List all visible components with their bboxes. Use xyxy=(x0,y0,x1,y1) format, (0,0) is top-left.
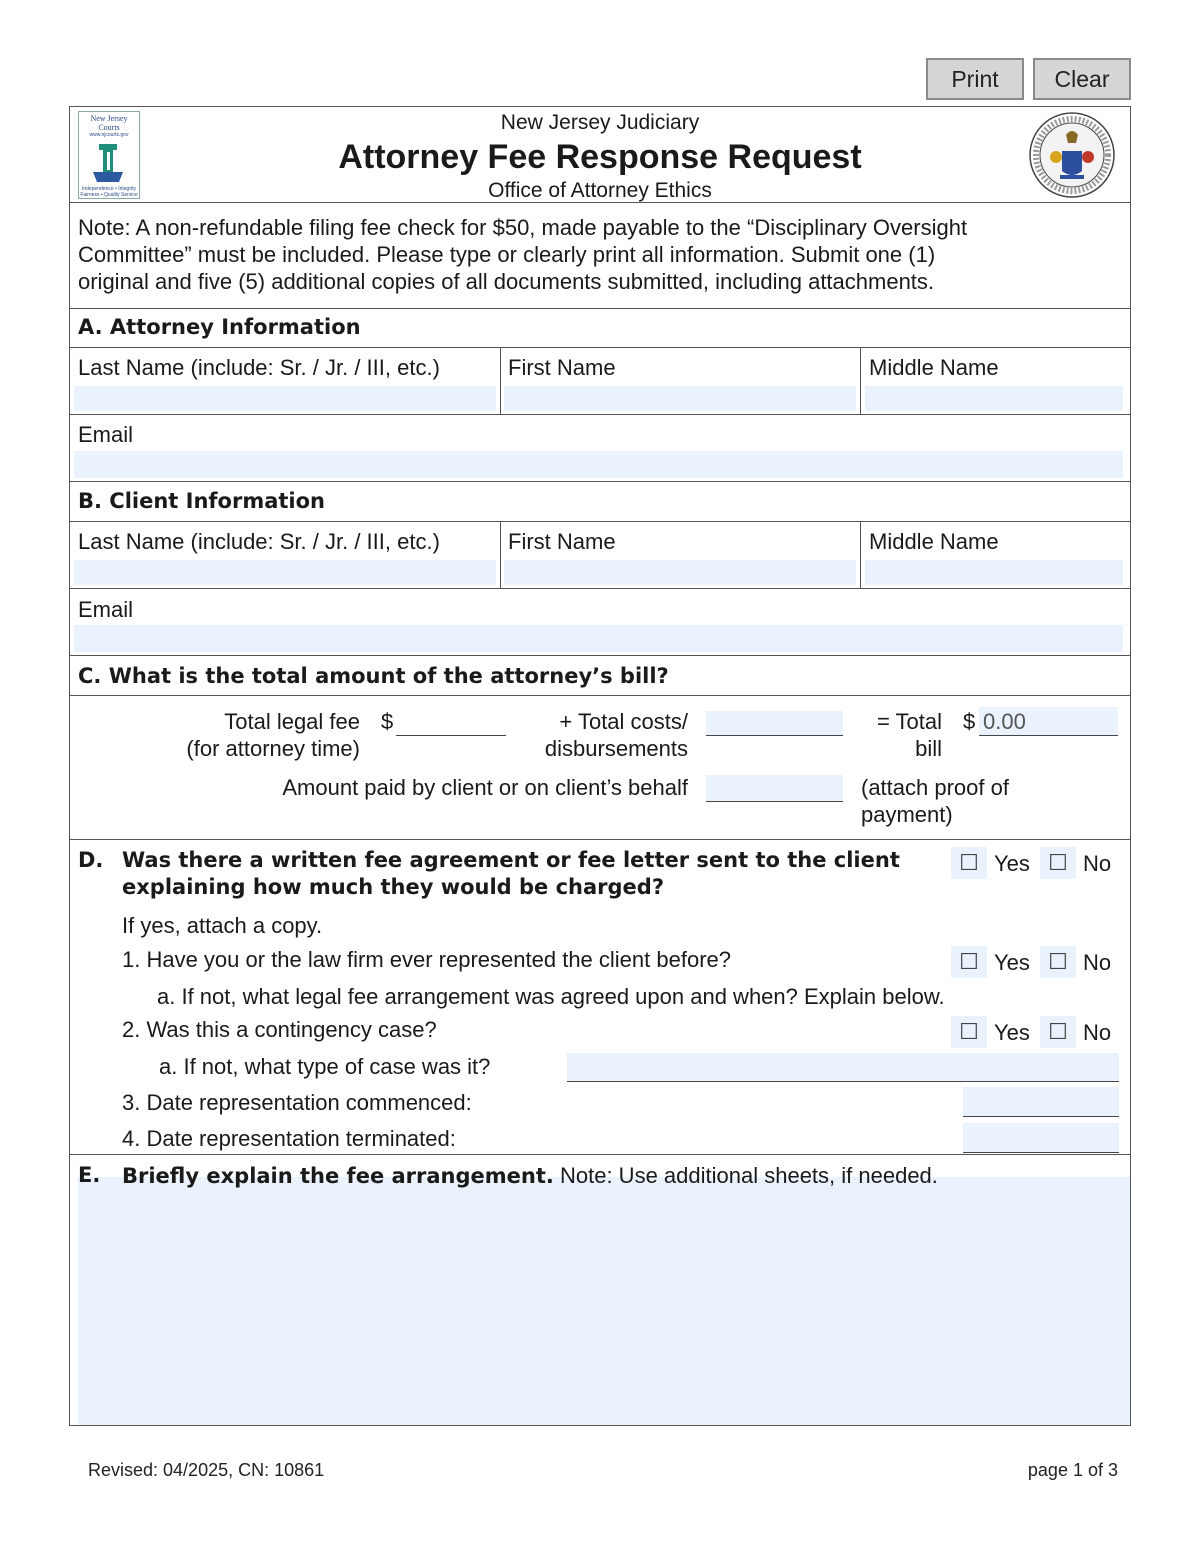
client-first-name-input[interactable] xyxy=(504,560,856,585)
legal-fee-dollar: $ xyxy=(381,709,394,734)
section-d-question-2: explaining how much they would be charged? xyxy=(122,875,665,899)
if-yes-note: If yes, attach a copy. xyxy=(122,913,323,938)
question-4-label: 4. Date representation terminated: xyxy=(122,1126,456,1151)
section-e-letter: E. xyxy=(78,1163,101,1187)
question-1-label: 1. Have you or the law firm ever represented the client before? xyxy=(122,947,731,972)
legal-fee-input[interactable] xyxy=(396,711,506,736)
fee-arrangement-textarea[interactable] xyxy=(78,1177,1130,1425)
total-bill-label-2: bill xyxy=(915,736,942,761)
section-a-heading: A. Attorney Information xyxy=(78,315,361,339)
contingency-no-label: No xyxy=(1083,1020,1112,1045)
attorney-last-name-input[interactable] xyxy=(74,386,496,411)
represented-before-no-label: No xyxy=(1083,950,1112,975)
section-e-note: Note: Use additional sheets, if needed. xyxy=(553,1163,938,1188)
question-2-label: 2. Was this a contingency case? xyxy=(122,1017,437,1042)
nj-state-seal-icon xyxy=(1028,111,1116,199)
total-bill-value: 0.00 xyxy=(983,709,1026,734)
client-first-name-label: First Name xyxy=(508,529,616,554)
form-title: Attorney Fee Response Request xyxy=(338,138,862,176)
logo-name: New Jersey Courts xyxy=(90,114,128,132)
costs-label-1: + Total costs/ xyxy=(559,709,688,734)
represented-before-yes-checkbox[interactable]: ☐ xyxy=(951,946,987,978)
section-d-question-1: Was there a written fee agreement or fee letter sent to the client xyxy=(122,848,900,872)
note-line-1: Note: A non-refundable filing fee check for $50, made payable to the “Disciplinary Oversight xyxy=(78,215,968,240)
attorney-middle-name-label: Middle Name xyxy=(869,355,999,380)
contingency-yes-checkbox[interactable]: ☐ xyxy=(951,1016,987,1048)
client-last-name-input[interactable] xyxy=(74,560,496,585)
print-button[interactable]: Print xyxy=(926,58,1024,100)
legal-fee-label-1: Total legal fee xyxy=(224,709,360,734)
attorney-email-label: Email xyxy=(78,422,134,447)
attorney-middle-name-input[interactable] xyxy=(865,386,1123,411)
attorney-last-name-label: Last Name (include: Sr. / Jr. / III, etc.) xyxy=(78,355,440,380)
costs-label-2: disbursements xyxy=(544,736,688,761)
revision-info: Revised: 04/2025, CN: 10861 xyxy=(88,1460,325,1480)
logo-tagline-1: Independence • Integrity xyxy=(81,186,136,192)
client-email-input[interactable] xyxy=(74,625,1123,652)
question-1a-label: a. If not, what legal fee arrangement was agreed upon and when? Explain below. xyxy=(157,984,945,1009)
fee-agreement-yes-checkbox[interactable]: ☐ xyxy=(951,847,987,879)
represented-before-yes-label: Yes xyxy=(994,950,1030,975)
client-email-label: Email xyxy=(78,597,134,622)
section-e-heading-line xyxy=(122,1162,938,1190)
attorney-first-name-input[interactable] xyxy=(504,386,856,411)
costs-input[interactable] xyxy=(706,711,843,736)
page-number: page 1 of 3 xyxy=(1027,1460,1118,1480)
contingency-yes-label: Yes xyxy=(994,1020,1030,1045)
date-terminated-input[interactable] xyxy=(963,1123,1119,1153)
clear-button[interactable]: Clear xyxy=(1033,58,1131,100)
section-d-letter: D. xyxy=(78,848,104,872)
fee-response-form xyxy=(69,106,1131,1426)
total-bill-label-1: = Total xyxy=(876,709,942,734)
agency-name: New Jersey Judiciary xyxy=(500,111,700,134)
date-commenced-input[interactable] xyxy=(963,1087,1119,1117)
attorney-email-input[interactable] xyxy=(74,451,1123,478)
client-last-name-label: Last Name (include: Sr. / Jr. / III, etc.) xyxy=(78,529,440,554)
note-line-3: original and five (5) additional copies of all documents submitted, including attachments. xyxy=(78,269,935,294)
contingency-no-checkbox[interactable]: ☐ xyxy=(1040,1016,1076,1048)
fee-agreement-no-label: No xyxy=(1083,851,1112,876)
legal-fee-label-2: (for attorney time) xyxy=(186,736,360,761)
proof-of-payment-note-1: (attach proof of xyxy=(861,775,1009,800)
amount-paid-label: Amount paid by client or on client’s behalf xyxy=(282,775,688,800)
section-c-heading: C. What is the total amount of the attorney’s bill? xyxy=(78,664,669,688)
section-b-heading: B. Client Information xyxy=(78,489,325,513)
section-e-heading: Briefly explain the fee arrangement. xyxy=(122,1164,554,1188)
attorney-first-name-label: First Name xyxy=(508,355,616,380)
office-name: Office of Attorney Ethics xyxy=(488,179,712,202)
note-line-2: Committee” must be included. Please type or clearly print all information. Submit one (1) xyxy=(78,242,936,267)
fee-agreement-no-checkbox[interactable]: ☐ xyxy=(1040,847,1076,879)
logo-tagline-2: Fairness • Quality Service xyxy=(80,192,138,198)
logo-url: www.njcourts.gov xyxy=(89,132,129,138)
total-bill-dollar: $ xyxy=(963,709,976,734)
question-2a-label: a. If not, what type of case was it? xyxy=(159,1054,491,1079)
question-3-label: 3. Date representation commenced: xyxy=(122,1090,472,1115)
proof-of-payment-note-2: payment) xyxy=(861,802,953,827)
fee-agreement-yes-label: Yes xyxy=(994,851,1030,876)
client-middle-name-input[interactable] xyxy=(865,560,1123,585)
client-middle-name-label: Middle Name xyxy=(869,529,999,554)
amount-paid-input[interactable] xyxy=(706,775,843,802)
represented-before-no-checkbox[interactable]: ☐ xyxy=(1040,946,1076,978)
case-type-input[interactable] xyxy=(567,1053,1119,1082)
